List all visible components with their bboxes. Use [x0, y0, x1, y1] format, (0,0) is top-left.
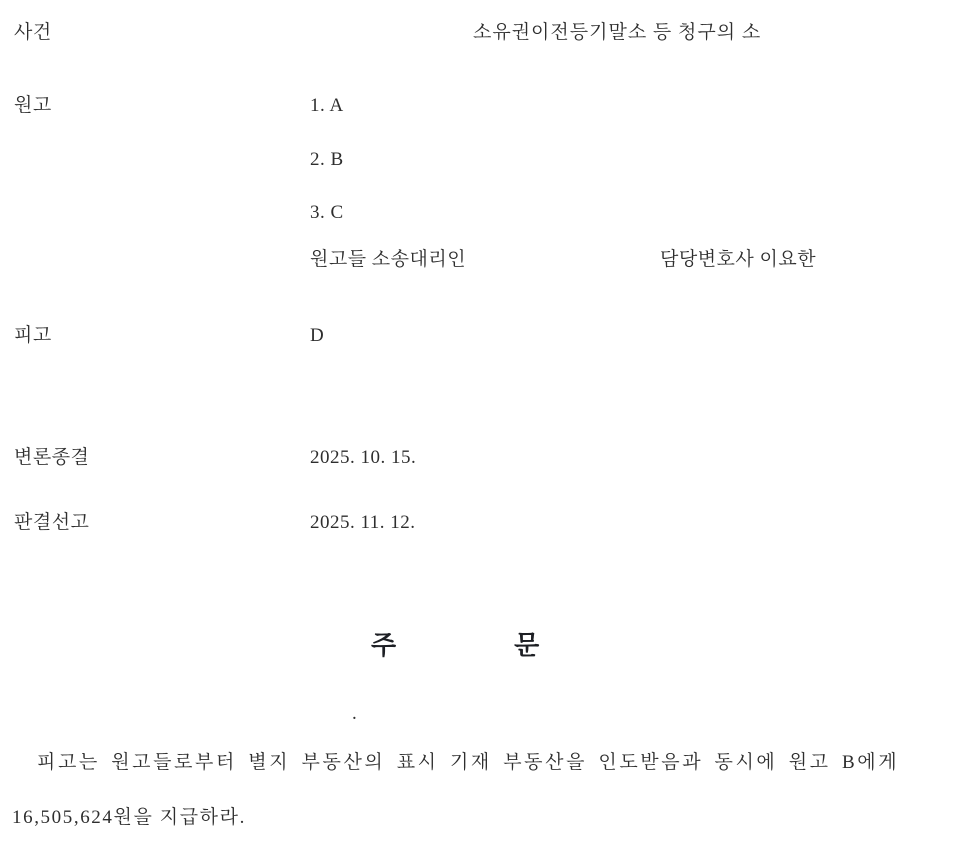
order-heading-word-1: 주	[371, 630, 397, 660]
order-heading-word-2: 문	[514, 630, 540, 660]
plaintiffs-counsel-label: 원고들 소송대리인	[310, 249, 467, 270]
plaintiffs-counsel-value: 담당변호사 이요한	[660, 249, 817, 270]
case-label: 사건	[14, 22, 52, 43]
defendant-value: D	[310, 325, 325, 346]
stray-period-mark: .	[352, 703, 357, 724]
judgment-date-label: 판결선고	[14, 512, 90, 533]
case-title: 소유권이전등기말소 등 청구의 소	[473, 22, 762, 43]
order-body-line-2: 16,505,624원을 지급하라.	[12, 807, 246, 828]
hearing-closed-label: 변론종결	[14, 447, 90, 468]
order-body-line-1: 피고는 원고들로부터 별지 부동산의 표시 기재 부동산을 인도받음과 동시에 원고 B에게	[37, 752, 900, 773]
plaintiff-party-3: 3. C	[310, 202, 344, 223]
hearing-closed-date: 2025. 10. 15.	[310, 447, 417, 468]
defendant-label: 피고	[14, 325, 52, 346]
judgment-date-value: 2025. 11. 12.	[310, 512, 416, 533]
plaintiff-party-1: 1. A	[310, 95, 344, 116]
plaintiff-label: 원고	[14, 95, 52, 116]
order-section-heading	[371, 631, 539, 660]
plaintiff-party-2: 2. B	[310, 149, 344, 170]
